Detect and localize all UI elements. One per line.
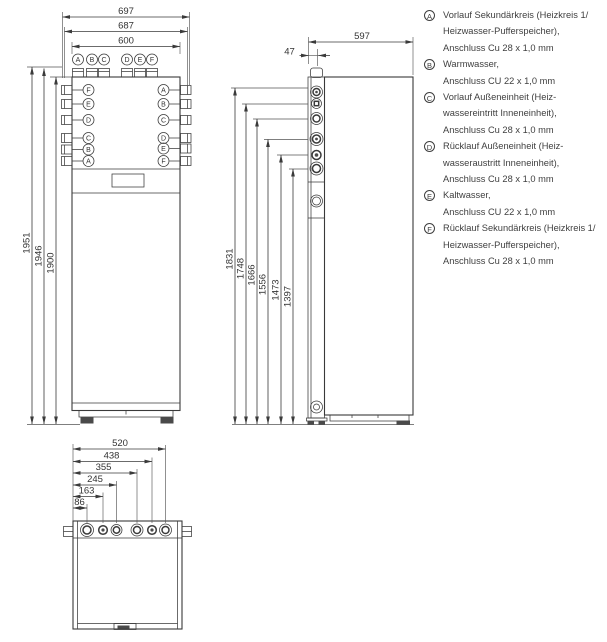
port-letter: E bbox=[86, 101, 91, 109]
side-port bbox=[62, 115, 95, 126]
legend-text: Anschluss Cu 28 x 1,0 mm bbox=[443, 42, 554, 53]
pipe-stub bbox=[147, 69, 158, 78]
pipe-connector bbox=[310, 133, 323, 146]
pipe-connector bbox=[310, 162, 323, 175]
legend-item-c bbox=[424, 89, 606, 138]
dimension-520 bbox=[73, 438, 166, 449]
legend-text: Heizwasser-Pufferspeicher), bbox=[443, 239, 560, 250]
port-letter: C bbox=[160, 117, 167, 125]
legend-text: Anschluss Cu 28 x 1,0 mm bbox=[443, 174, 554, 185]
side-port bbox=[62, 133, 95, 144]
legend-item-e bbox=[424, 187, 606, 220]
legend-item-f bbox=[424, 220, 606, 269]
dimension-1556 bbox=[258, 140, 269, 425]
dimension-value: 687 bbox=[118, 20, 134, 32]
front-height-dimensions bbox=[22, 67, 81, 425]
port-letter: E bbox=[137, 57, 143, 64]
port-letter: D bbox=[124, 57, 130, 64]
side-port bbox=[158, 133, 191, 144]
port-letter: B bbox=[86, 147, 91, 154]
legend-text: Vorlauf Außeneinheit (Heiz- bbox=[443, 92, 557, 103]
side-depth-dimensions bbox=[284, 31, 413, 75]
dimension-value: 1748 bbox=[235, 257, 247, 280]
dimension-value: 47 bbox=[284, 46, 295, 58]
legend-text: wassereintritt Inneneinheit), bbox=[443, 108, 557, 119]
port-letter: E bbox=[161, 146, 166, 153]
top-pipe-connectors bbox=[81, 524, 172, 537]
dimension-value: 163 bbox=[78, 485, 95, 497]
dimension-245 bbox=[73, 474, 117, 485]
pipe-stub bbox=[122, 69, 133, 78]
pipe-column bbox=[308, 77, 325, 418]
dimension-1831 bbox=[225, 88, 236, 424]
right-side-ports bbox=[158, 85, 191, 167]
dimension-value: 245 bbox=[87, 474, 103, 485]
dimension-value: 597 bbox=[354, 31, 370, 42]
side-port bbox=[158, 99, 191, 110]
dimension-1951 bbox=[22, 67, 33, 424]
port-letter: F bbox=[161, 158, 166, 166]
dimension-597 bbox=[309, 31, 414, 42]
pipe-connector bbox=[131, 524, 143, 536]
dimension-value: 86 bbox=[74, 497, 85, 508]
port-letter: C bbox=[101, 57, 107, 64]
front-unit-outline bbox=[72, 77, 180, 424]
port-letter: B bbox=[161, 101, 166, 109]
side-view-drawing bbox=[225, 31, 415, 425]
port-label bbox=[122, 54, 133, 65]
dimension-47 bbox=[284, 47, 330, 58]
legend-text: Rücklauf Außeneinheit (Heiz- bbox=[443, 141, 564, 152]
port-badge-b: B bbox=[424, 59, 435, 70]
dimension-value: 1556 bbox=[257, 273, 269, 296]
top-view-dimensions bbox=[73, 438, 166, 523]
column-cap bbox=[311, 68, 323, 78]
legend-text: Heizwasser-Pufferspeicher), bbox=[443, 26, 560, 37]
dimension-438 bbox=[73, 451, 152, 462]
side-unit-outline bbox=[232, 68, 414, 425]
legend-text: Anschluss CU 22 x 1,0 mm bbox=[443, 75, 556, 86]
side-port bbox=[158, 115, 191, 126]
side-port bbox=[158, 143, 191, 154]
port-badge-f: F bbox=[424, 223, 435, 234]
top-view-drawing bbox=[64, 438, 192, 630]
dimension-697 bbox=[63, 6, 190, 17]
pipe-connector bbox=[99, 526, 108, 535]
dimension-value: 1831 bbox=[224, 248, 236, 270]
side-port bbox=[62, 156, 95, 167]
pipe-connector bbox=[160, 524, 172, 536]
legend-text: Anschluss Cu 28 x 1,0 mm bbox=[443, 256, 554, 267]
top-port-labels bbox=[73, 54, 158, 65]
pipe-stub bbox=[99, 69, 110, 78]
dimension-value: 1473 bbox=[270, 279, 282, 301]
dimension-1900 bbox=[46, 77, 57, 424]
display-panel bbox=[112, 174, 144, 187]
dimension-1666 bbox=[247, 119, 258, 424]
side-pipe-connectors bbox=[310, 86, 323, 413]
port-label bbox=[73, 54, 84, 65]
connection-legend bbox=[424, 7, 606, 270]
port-letter: B bbox=[89, 57, 95, 64]
front-view-drawing bbox=[22, 6, 192, 425]
legend-text: Warmwasser, bbox=[443, 59, 499, 70]
port-letter: D bbox=[85, 117, 92, 125]
pipe-connector bbox=[311, 401, 323, 413]
port-label bbox=[99, 54, 110, 65]
port-letter: A bbox=[161, 87, 166, 95]
legend-item-d bbox=[424, 138, 606, 187]
legend-text: Vorlauf Sekundärkreis (Heizkreis 1/ bbox=[443, 10, 589, 20]
dimension-value: 520 bbox=[112, 438, 128, 449]
dimension-value: 1397 bbox=[282, 285, 294, 308]
pipe-connector bbox=[311, 86, 323, 98]
port-letter: C bbox=[85, 135, 92, 143]
port-badge-a: A bbox=[424, 10, 435, 21]
port-label bbox=[147, 54, 158, 65]
pipe-connector bbox=[81, 524, 94, 537]
front-width-dimensions bbox=[63, 6, 190, 85]
dimension-86 bbox=[73, 497, 87, 508]
left-side-ports bbox=[62, 85, 95, 167]
pipe-stub bbox=[135, 69, 146, 78]
pipe-connector bbox=[148, 526, 157, 535]
side-height-dimensions bbox=[225, 88, 309, 424]
dimension-value: 600 bbox=[118, 35, 134, 47]
dimension-value: 1951 bbox=[21, 232, 33, 254]
port-label bbox=[87, 54, 98, 65]
side-port bbox=[158, 85, 191, 96]
dimension-1946 bbox=[34, 69, 45, 425]
top-unit-outline bbox=[64, 521, 192, 630]
side-port bbox=[62, 144, 95, 155]
pipe-stub bbox=[73, 69, 84, 78]
legend-text: Anschluss Cu 28 x 1,0 mm bbox=[443, 124, 554, 135]
port-badge-c: C bbox=[424, 92, 435, 103]
port-letter: F bbox=[86, 87, 91, 95]
dimension-355 bbox=[73, 462, 137, 473]
dimension-1748 bbox=[236, 104, 247, 424]
dimension-1397 bbox=[283, 169, 294, 424]
legend-text: Anschluss CU 22 x 1,0 mm bbox=[443, 206, 556, 217]
dimension-value: 697 bbox=[118, 6, 134, 17]
pipe-connector bbox=[111, 525, 122, 536]
foot bbox=[161, 417, 174, 424]
port-letter: F bbox=[149, 57, 155, 64]
dimension-163 bbox=[73, 486, 103, 497]
port-badge-d: D bbox=[424, 141, 435, 152]
port-label bbox=[135, 54, 146, 65]
dimension-value: 355 bbox=[95, 462, 112, 473]
port-badge-e: E bbox=[424, 190, 435, 201]
legend-text: Kaltwasser, bbox=[443, 190, 491, 201]
foot bbox=[81, 417, 94, 424]
dimension-1473 bbox=[271, 155, 282, 424]
port-letter: A bbox=[75, 57, 81, 64]
legend-item-a bbox=[424, 7, 606, 56]
pipe-connector bbox=[311, 113, 323, 125]
dimension-687 bbox=[65, 21, 188, 32]
port-letter: D bbox=[160, 135, 167, 143]
port-letter: A bbox=[86, 158, 91, 166]
pipe-connector bbox=[312, 151, 321, 160]
base-strip bbox=[330, 415, 409, 421]
side-port bbox=[62, 85, 95, 96]
side-port bbox=[158, 156, 191, 167]
side-port bbox=[62, 99, 95, 110]
pipe-stub bbox=[87, 69, 98, 78]
dimension-value: 1666 bbox=[246, 264, 258, 286]
dimension-600 bbox=[72, 36, 180, 47]
top-pipe-stubs bbox=[73, 69, 158, 78]
dimension-value: 1900 bbox=[45, 252, 57, 274]
legend-text: wasseraustritt Inneneinheit), bbox=[443, 157, 560, 168]
legend-item-b bbox=[424, 56, 606, 89]
pipe-connector bbox=[311, 195, 323, 207]
pipe-connector bbox=[312, 99, 322, 109]
dimension-value: 438 bbox=[103, 450, 120, 462]
legend-text: Rücklauf Sekundärkreis (Heizkreis 1/ bbox=[443, 223, 596, 234]
dimension-value: 1946 bbox=[33, 245, 45, 267]
